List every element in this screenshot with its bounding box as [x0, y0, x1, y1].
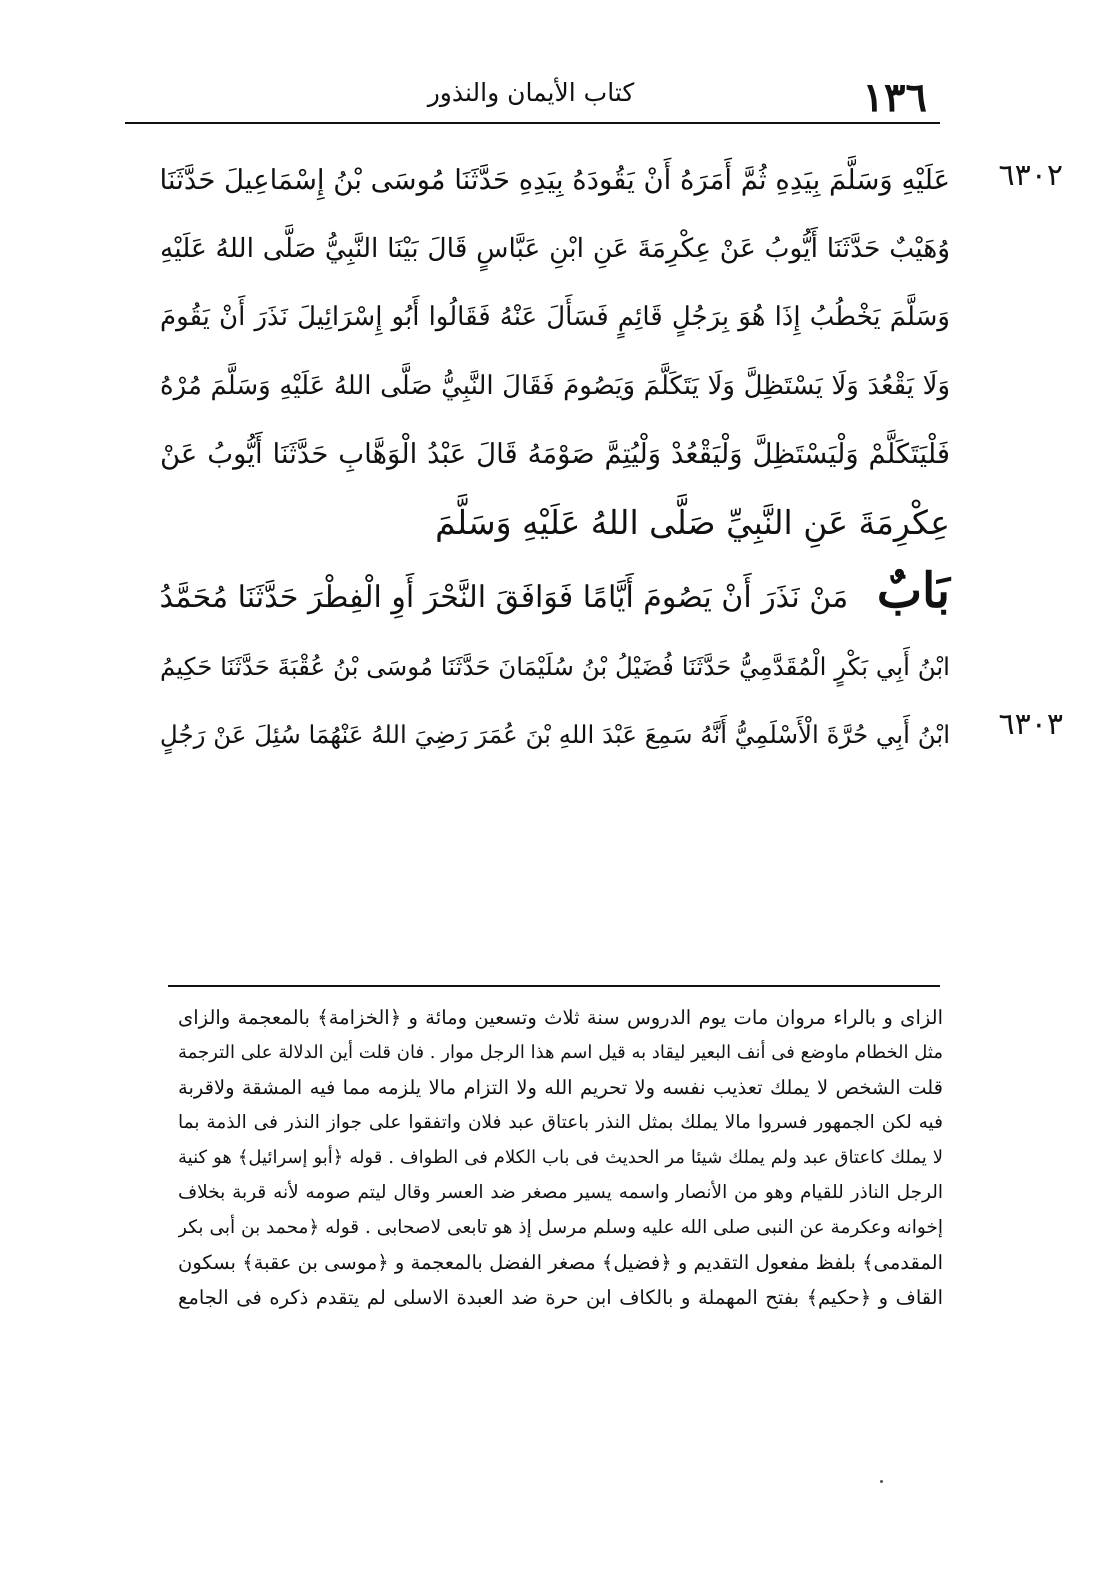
- footnote-line: مثل الخطام ماوضع فى أنف البعير ليقاد به قيل اسم هذا الرجل موار . فان قلت أين الدلالة على الترجمة: [178, 1042, 943, 1063]
- footnote-rule: [168, 985, 940, 987]
- footnote-line: الزاى و بالراء مروان مات يوم الدروس سنة ثلاث وتسعين ومائة و ﴿الخزامة﴾ بالمعجمة والزاى: [178, 1006, 943, 1029]
- hadith-number: ٦٣٠٣: [998, 707, 1063, 742]
- text-line: ابْنُ أَبِي بَكْرٍ الْمُقَدَّمِيُّ حَدَّثَنَا فُضَيْلُ بْنُ سُلَيْمَانَ حَدَّثَنَا مُوسَى بْنُ عُقْبَةَ حَدَّثَنَا حَكِيمُ: [160, 651, 950, 681]
- footnote-line: قلت الشخص لا يملك تعذيب نفسه ولا تحريم الله ولا التزام مالا يلزمه مما فيه المشقة ولاقربة: [178, 1076, 943, 1099]
- bab-heading: بَابٌ: [876, 563, 950, 619]
- text-line: وَلَا يَقْعُدَ وَلَا يَسْتَظِلَّ وَلَا يَتَكَلَّمَ وَيَصُومَ فَقَالَ النَّبِيُّ صَلَّى اللهُ عَلَيْهِ وَسَلَّمَ مُرْهُ: [160, 370, 950, 401]
- footnote-line: الرجل الناذر للقيام وهو من الأنصار واسمه يسير مصغر ضد العسر وقال ليتم صومه لأنه قربة بخلاف: [178, 1182, 943, 1203]
- text-line: فَلْيَتَكَلَّمْ وَلْيَسْتَظِلَّ وَلْيَقْعُدْ وَلْيُتِمَّ صَوْمَهُ قَالَ عَبْدُ الْوَهَّابِ حَدَّثَنَا أَيُّوبُ عَنْ: [160, 438, 950, 470]
- hadith-text: [160, 146, 950, 770]
- footnote-line: المقدمى﴾ بلفظ مفعول التقديم و ﴿فضيل﴾ مصغر الفضل بالمعجمة و ﴿موسى بن عقبة﴾ بسكون: [178, 1251, 943, 1274]
- text-line: وَسَلَّمَ يَخْطُبُ إِذَا هُوَ بِرَجُلٍ قَائِمٍ فَسَأَلَ عَنْهُ فَقَالُوا أَبُو إِسْرَائِيلَ نَذَرَ أَنْ يَقُومَ: [160, 302, 950, 332]
- footnote-line: لا يملك كاعتاق عبد ولم يملك شيئا مر الحديث فى باب الكلام فى الطواف . قوله ﴿أبو إسرائيل﴾ هو كنية: [178, 1147, 943, 1168]
- bab-line: [160, 557, 950, 633]
- hadith-number: ٦٣٠٢: [998, 158, 1063, 193]
- commentary-footnotes: [178, 1000, 943, 1315]
- header-rule: [125, 122, 940, 124]
- page-header: [125, 66, 937, 126]
- print-speck: [880, 1480, 883, 1483]
- text-line: مَنْ نَذَرَ أَنْ يَصُومَ أَيَّامًا فَوَافَقَ النَّحْرَ أَوِ الْفِطْرَ حَدَّثَنَا مُحَمَّدُ: [159, 580, 849, 615]
- text-line: وُهَيْبٌ حَدَّثَنَا أَيُّوبُ عَنْ عِكْرِمَةَ عَنِ ابْنِ عَبَّاسٍ قَالَ بَيْنَا النَّبِيُّ صَلَّى اللهُ عَلَيْهِ: [160, 232, 950, 264]
- footnote-line: إخوانه وعكرمة عن النبى صلى الله عليه وسلم مرسل إذ هو تابعى لاصحابى . قوله ﴿محمد بن أبى بكر: [178, 1217, 943, 1238]
- text-line: ابْنُ أَبِي حُرَّةَ الْأَسْلَمِيُّ أَنَّهُ سَمِعَ عَبْدَ اللهِ بْنَ عُمَرَ رَضِيَ اللهُ عَنْهُمَا سُئِلَ عَنْ رَجُلٍ: [159, 720, 950, 749]
- text-line: عَلَيْهِ وَسَلَّمَ بِيَدِهِ ثُمَّ أَمَرَهُ أَنْ يَقُودَهُ بِيَدِهِ حَدَّثَنَا مُوسَى بْنُ إِسْمَاعِيلَ حَدَّثَنَا: [159, 164, 950, 196]
- page-number: ١٣٦: [862, 74, 927, 121]
- text-line: عِكْرِمَةَ عَنِ النَّبِيِّ صَلَّى اللهُ عَلَيْهِ وَسَلَّمَ: [435, 502, 950, 542]
- footnote-line: القاف و ﴿حكيم﴾ بفتح المهملة و بالكاف ابن حرة ضد العبدة الاسلى لم يتقدم ذكره فى الجامع: [178, 1286, 943, 1309]
- running-title: كتاب الأيمان والنذور: [427, 78, 635, 107]
- footnote-line: فيه لكن الجمهور فسروا مالا يملك بمثل النذر باعتاق عبد فلان واتفقوا على جواز النذر فى الذمة بما: [178, 1112, 943, 1133]
